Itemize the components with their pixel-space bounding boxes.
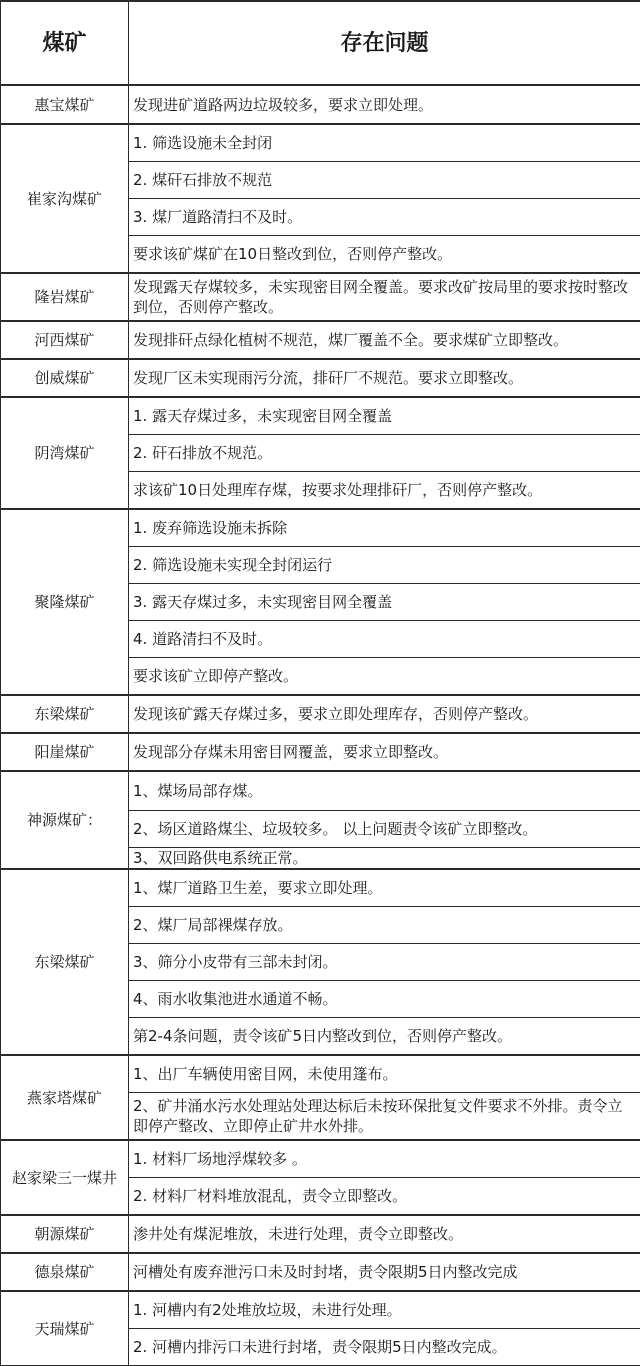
table-header-row xyxy=(1,1,640,85)
issue-text: 发现该矿露天存煤过多，要求立即处理库存，否则停产整改。 xyxy=(129,695,640,733)
issue-text: 2、矿井涌水污水处理站处理达标后未按环保批复文件要求不外排。责令立即停产整改、立即停止矿井水外排。 xyxy=(129,1093,640,1141)
issue-text: 发现进矿道路两边垃圾较多，要求立即处理。 xyxy=(129,85,640,124)
issue-text: 1. 废弃筛选设施未拆除 xyxy=(129,509,640,547)
issue-text: 3. 露天存煤过多，未实现密目网全覆盖 xyxy=(129,584,640,621)
issue-text: 4. 道路清扫不及时。 xyxy=(129,621,640,658)
table-row xyxy=(1,1291,640,1329)
issue-text: 1. 露天存煤过多，未实现密目网全覆盖 xyxy=(129,397,640,435)
mine-name: 燕家塔煤矿 xyxy=(1,1055,129,1140)
issue-text: 1. 筛选设施未全封闭 xyxy=(129,124,640,162)
issue-text: 求该矿10日处理库存煤，按要求处理排矸厂，否则停产整改。 xyxy=(129,472,640,510)
table-row xyxy=(1,733,640,771)
issue-text: 发现厂区未实现雨污分流，排矸厂不规范。要求立即整改。 xyxy=(129,359,640,397)
table-row xyxy=(1,1253,640,1291)
issue-text: 2. 筛选设施未实现全封闭运行 xyxy=(129,547,640,584)
header-issue: 存在问题 xyxy=(129,1,640,85)
mine-name: 聚隆煤矿 xyxy=(1,509,129,695)
issue-text: 2. 材料厂材料堆放混乱，责令立即整改。 xyxy=(129,1178,640,1216)
mine-name: 创威煤矿 xyxy=(1,359,129,397)
issue-text: 2. 河槽内排污口未进行封堵，责令限期5日内整改完成。 xyxy=(129,1329,640,1366)
issue-text: 1. 材料厂场地浮煤较多 。 xyxy=(129,1140,640,1178)
mine-name: 赵家梁三一煤井 xyxy=(1,1140,129,1215)
table-row xyxy=(1,1215,640,1253)
issue-text: 3. 煤厂道路清扫不及时。 xyxy=(129,199,640,236)
table-row xyxy=(1,771,640,811)
mine-name: 隆岩煤矿 xyxy=(1,273,129,321)
issue-text: 第2-4条问题，责令该矿5日内整改到位，否则停产整改。 xyxy=(129,1018,640,1056)
issue-text: 渗井处有煤泥堆放，未进行处理，责令立即整改。 xyxy=(129,1215,640,1253)
issue-text: 1、煤场局部存煤。 xyxy=(129,771,640,811)
table-row xyxy=(1,85,640,124)
mine-name: 阴湾煤矿 xyxy=(1,397,129,509)
table-row xyxy=(1,1140,640,1178)
issue-text: 3、筛分小皮带有三部未封闭。 xyxy=(129,944,640,981)
mine-name: 阳崖煤矿 xyxy=(1,733,129,771)
mine-name: 东梁煤矿 xyxy=(1,869,129,1055)
issue-text: 2、场区道路煤尘、垃圾较多。 以上问题责令该矿立即整改。 xyxy=(129,811,640,848)
mine-name: 崔家沟煤矿 xyxy=(1,124,129,273)
mine-name: 天瑞煤矿 xyxy=(1,1291,129,1366)
issue-text: 4、雨水收集池进水通道不畅。 xyxy=(129,981,640,1018)
table-row xyxy=(1,869,640,907)
issue-text: 2. 煤矸石排放不规范 xyxy=(129,162,640,199)
table-row xyxy=(1,509,640,547)
table-row xyxy=(1,321,640,359)
table-row xyxy=(1,397,640,435)
mine-name: 东梁煤矿 xyxy=(1,695,129,733)
issue-text: 1. 河槽内有2处堆放垃圾，未进行处理。 xyxy=(129,1291,640,1329)
issue-text: 要求该矿煤矿在10日整改到位，否则停产整改。 xyxy=(129,236,640,274)
mine-name: 惠宝煤矿 xyxy=(1,85,129,124)
issue-text: 1、煤厂道路卫生差，要求立即处理。 xyxy=(129,869,640,907)
issue-text: 要求该矿立即停产整改。 xyxy=(129,658,640,696)
issue-text: 发现部分存煤未用密目网覆盖，要求立即整改。 xyxy=(129,733,640,771)
mine-name: 朝源煤矿 xyxy=(1,1215,129,1253)
table-body xyxy=(1,85,640,1366)
header-mine: 煤矿 xyxy=(1,1,129,85)
issue-text: 发现排矸点绿化植树不规范，煤厂覆盖不全。要求煤矿立即整改。 xyxy=(129,321,640,359)
issue-text: 3、双回路供电系统正常。 xyxy=(129,848,640,870)
mine-name: 河西煤矿 xyxy=(1,321,129,359)
mine-name: 神源煤矿： xyxy=(1,771,129,869)
table-row xyxy=(1,124,640,162)
table-row xyxy=(1,359,640,397)
table-row xyxy=(1,273,640,321)
issue-text: 1、出厂车辆使用密目网，未使用篷布。 xyxy=(129,1055,640,1093)
table-row xyxy=(1,1055,640,1093)
mine-name: 德泉煤矿 xyxy=(1,1253,129,1291)
issue-text: 2、煤厂局部裸煤存放。 xyxy=(129,907,640,944)
issue-text: 发现露天存煤较多，未实现密目网全覆盖。要求改矿按局里的要求按时整改到位，否则停产整改。 xyxy=(129,273,640,321)
issue-text: 河槽处有废弃泄污口未及时封堵，责令限期5日内整改完成 xyxy=(129,1253,640,1291)
table-row xyxy=(1,695,640,733)
issue-text: 2. 矸石排放不规范。 xyxy=(129,435,640,472)
